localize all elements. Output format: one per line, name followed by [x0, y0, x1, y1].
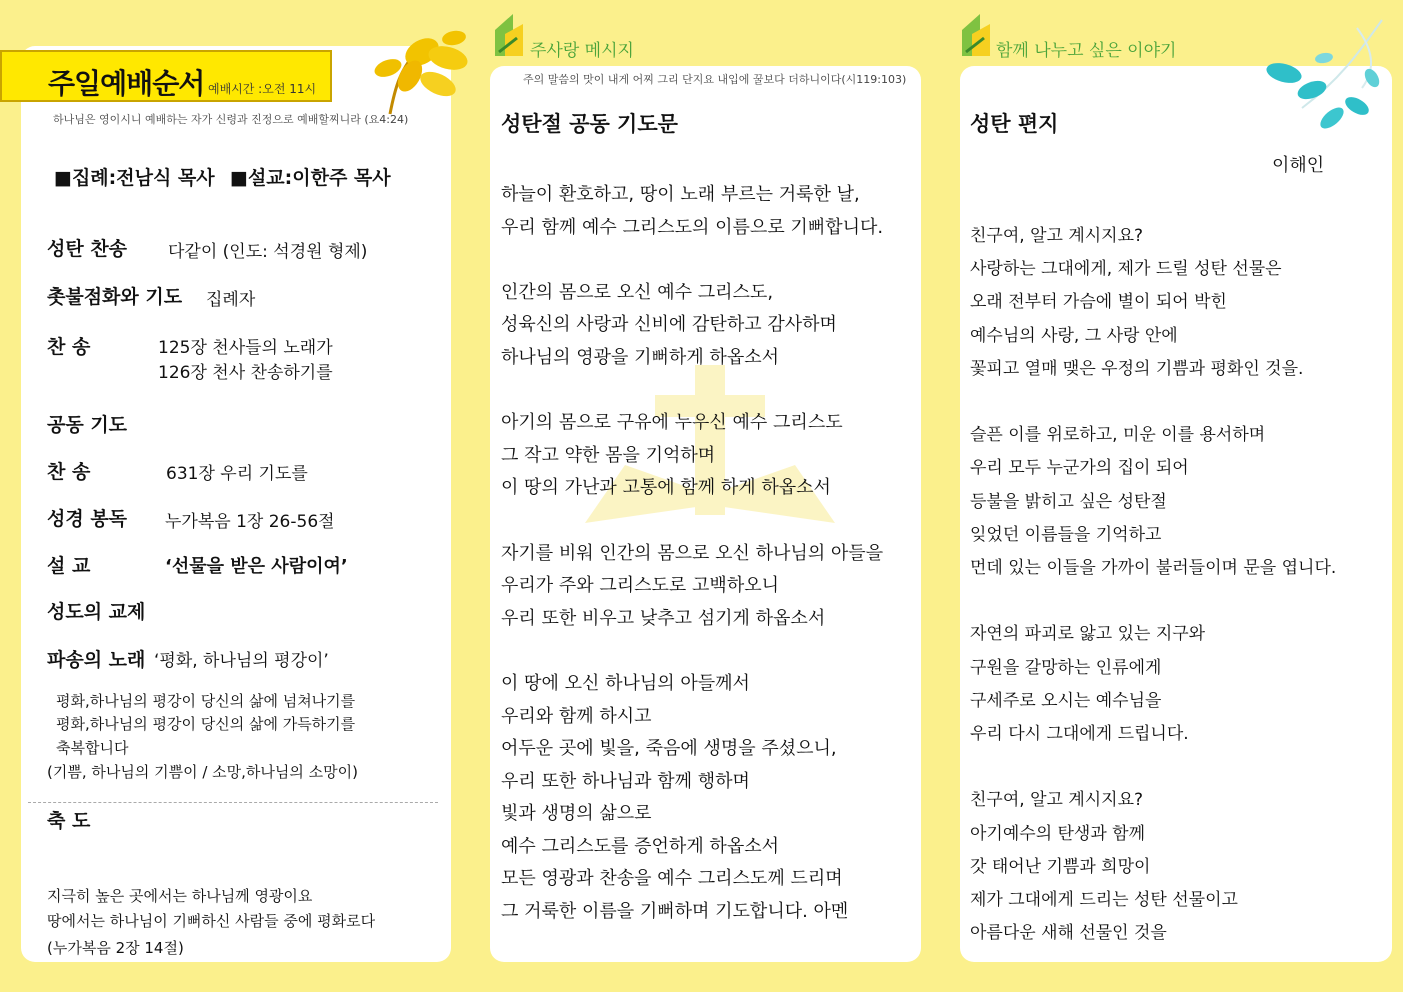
sermon-title: ‘선물을 받은 사람이여’ — [165, 556, 348, 577]
page-title: 주일예배순서 — [48, 67, 205, 100]
green-bookmark-icon — [491, 12, 527, 58]
order-label: 성도의 교제 — [47, 601, 146, 623]
order-label: 찬 송 — [47, 336, 91, 358]
green-bookmark-icon — [958, 12, 994, 58]
song-line: (기쁨, 하나님의 기쁨이 / 소망,하나님의 소망이) — [47, 763, 358, 781]
benediction-line: (누가복음 2장 14절) — [47, 939, 184, 957]
order-detail: 125장 천사들의 노래가 — [158, 338, 333, 358]
order-detail: 126장 천사 찬송하기를 — [158, 363, 333, 383]
presider: ■집례:전남식 목사 — [54, 167, 215, 189]
song-line: 축복합니다 — [56, 739, 129, 757]
order-detail: 631장 우리 기도를 — [166, 464, 308, 484]
song-line: 평화,하나님의 평강이 당신의 삶에 넘쳐나기를 — [56, 692, 356, 710]
worship-verse: 하나님은 영이시니 예배하는 자가 신령과 진정으로 예배할찌니라 (요4:24) — [53, 113, 409, 126]
preacher: ■설교:이한주 목사 — [230, 167, 391, 189]
benediction-label: 축 도 — [47, 810, 91, 832]
song-line: 평화,하나님의 평강이 당신의 삶에 가득하기를 — [56, 715, 356, 733]
prayer-title: 성탄절 공동 기도문 — [501, 112, 678, 136]
prayer-text: 하늘이 환호하고, 땅이 노래 부르는 거룩한 날, 우리 함께 예수 그리스도의 이름으로 기뻐합니다. 인간의 몸으로 오신 예수 그리스도, 성육신의 사랑과 신비에 감탄하고 감사하며 하나님의 영광을 기뻐하게 하옵소서 아기의 몸으로 구유에 누우신 예수 그리스도 그 작고 약한 몸을 기억하며 이 땅의 가난과 고통에 함께 하게 하옵소서 자기를 비워 인간의 몸으로 오신 하나님의 아들을 우리가 주와 그리스도로 고백하오니 우리 또한 비우고 낮추고 섬기게 하옵소서 이 땅에 오신 하나님의 아들께서 우리와 함께 하시고 어두운 곳에 빛을, 죽음에 생명을 주셨으니, 우리 또한 하나님과 함께 행하며 빛과 생명의 삶으로 예수 그리스도를 증언하게 하옵소서 모든 영광과 찬송을 예수 그리스도께 드리며 그 거룩한 이름을 기뻐하며 기도합니다. 아멘 — [501, 184, 884, 923]
order-label: 파송의 노래 — [47, 649, 146, 671]
benediction-line: 지극히 높은 곳에서는 하나님께 영광이요 — [47, 887, 313, 905]
order-label: 설 교 — [47, 555, 91, 577]
yellow-tree-icon — [350, 28, 475, 116]
order-detail: ‘평화, 하나님의 평강이’ — [154, 651, 329, 671]
divider — [28, 802, 438, 803]
order-label: 공동 기도 — [47, 414, 128, 436]
letter-text: 친구여, 알고 계시지요? 사랑하는 그대에게, 제가 드릴 성탄 선물은 오래 전부터 가슴에 별이 되어 박힌 예수님의 사랑, 그 사랑 안에 꽃피고 열매 맺은 우정의 기쁨과 평화인 것을. 슬픈 이를 위로하고, 미운 이를 용서하며 우리 모두 누군가의 집이 되어 등불을 밝히고 싶은 성탄절 잊었던 이름들을 기억하고 먼데 있는 이들을 가까이 불러들이며 문을 엽니다. 자연의 파괴로 앓고 있는 지구와 구원을 갈망하는 인류에게 구세주로 오시는 예수님을 우리 다시 그대에게 드립니다. 친구여, 알고 계시지요? 아기예수의 탄생과 함께 갓 태어난 기쁨과 희망이 제가 그대에게 드리는 성탄 선물이고 아름다운 새해 선물인 것을 — [970, 226, 1337, 944]
section-heading: 함께 나누고 싶은 이야기 — [996, 41, 1177, 61]
order-detail: 집례자 — [206, 290, 256, 310]
order-detail: 다같이 (인도: 석경원 형제) — [168, 242, 368, 262]
order-detail: 누가복음 1장 26-56절 — [165, 512, 335, 532]
order-label: 성경 봉독 — [47, 508, 128, 530]
order-label: 촛불점화와 기도 — [47, 286, 183, 308]
message-verse: 주의 말씀의 맛이 내게 어찌 그리 단지요 내입에 꿀보다 더하니이다(시119:103) — [523, 73, 907, 86]
letter-title: 성탄 편지 — [970, 112, 1059, 136]
section-heading: 주사랑 메시지 — [530, 41, 634, 61]
service-time: 예배시간 :오전 11시 — [208, 82, 317, 96]
teal-leaves-icon — [1262, 18, 1397, 133]
order-label: 성탄 찬송 — [47, 238, 128, 260]
letter-author: 이해인 — [1272, 155, 1325, 176]
benediction-line: 땅에서는 하나님이 기뻐하신 사람들 중에 평화로다 — [47, 912, 376, 930]
order-label: 찬 송 — [47, 461, 91, 483]
